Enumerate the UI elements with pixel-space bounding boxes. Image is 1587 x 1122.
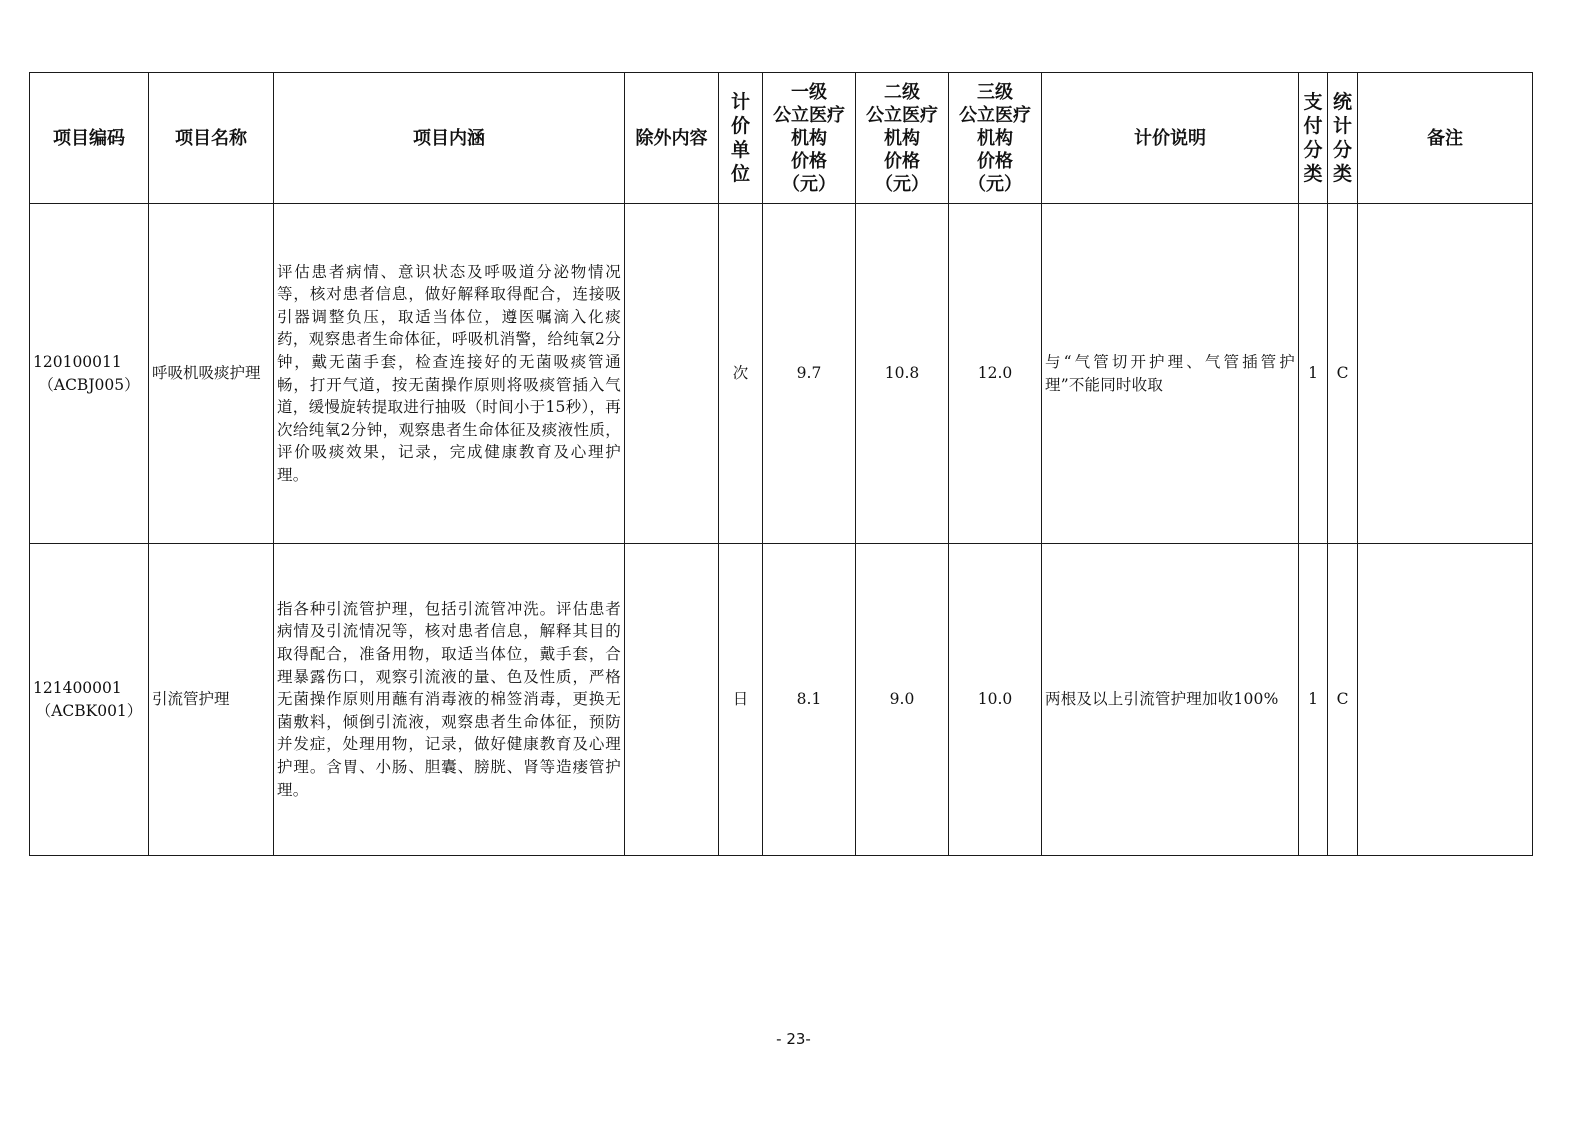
item-name: 引流管护理 [149,544,274,856]
item-code-cell [30,204,149,544]
item-level3-price: 10.0 [949,544,1042,856]
header-line: （元） [875,173,929,195]
header-payment-char: 分 [1303,139,1323,161]
header-payment [1299,73,1328,204]
item-code-cell [30,544,149,856]
header-payment-char: 支 [1303,91,1323,113]
header-level2-price [856,73,949,204]
item-unit: 日 [719,544,763,856]
item-content: 评估患者病情、意识状态及呼吸道分泌物情况等，核对患者信息，做好解释取得配合，连接吸引器调整负压，取适当体位，遵医嘱滴入化痰药，观察患者生命体征，呼吸机消警，给纯氧2分钟，戴无菌手套，检查连接好的无菌吸痰管通畅，打开气道，按无菌操作原则将吸痰管插入气道，缓慢旋转提取进行抽吸（时间小于15秒），再次给纯氧2分钟，观察患者生命体征及痰液性质，评价吸痰效果，记录，完成健康教育及心理护理。 [274,204,625,544]
item-explanation: 两根及以上引流管护理加收100% [1042,544,1299,856]
item-remarks [1358,204,1533,544]
header-stats-char: 计 [1332,115,1352,137]
header-line: 公立医疗 [959,104,1031,126]
header-line: 一级 [791,81,827,103]
item-level1-price: 8.1 [763,544,856,856]
header-line: 机构 [977,127,1013,149]
item-code: 120100011 [33,352,122,371]
item-excluded [625,204,719,544]
item-explanation: 与“气管切开护理、气管插管护理”不能同时收取 [1042,204,1299,544]
item-level1-price: 9.7 [763,204,856,544]
header-stats-char: 统 [1332,91,1352,113]
item-payment: 1 [1299,204,1328,544]
header-level3-price [949,73,1042,204]
header-row [30,73,1533,204]
header-payment-char: 付 [1303,115,1323,137]
header-level1-price [763,73,856,204]
header-unit-char: 价 [730,115,750,137]
header-explanation: 计价说明 [1042,73,1299,204]
item-code-sub: （ACBJ005） [38,375,140,394]
header-line: 公立医疗 [866,104,938,126]
item-stats: C [1328,204,1358,544]
page-number: - 23- [776,1030,811,1048]
item-code-sub: （ACBK001） [35,701,143,720]
header-line: 机构 [884,127,920,149]
price-table [29,72,1533,856]
item-unit: 次 [719,204,763,544]
table-row [30,544,1533,856]
item-stats: C [1328,544,1358,856]
header-payment-char: 类 [1303,163,1323,185]
header-excluded: 除外内容 [625,73,719,204]
header-content: 项目内涵 [274,73,625,204]
item-level2-price: 10.8 [856,204,949,544]
header-line: 公立医疗 [773,104,845,126]
header-line: （元） [968,173,1022,195]
item-name: 呼吸机吸痰护理 [149,204,274,544]
item-excluded [625,544,719,856]
header-unit-char: 单 [730,139,750,161]
header-stats-char: 分 [1332,139,1352,161]
header-stats-char: 类 [1332,163,1352,185]
header-code: 项目编码 [30,73,149,204]
header-line: 机构 [791,127,827,149]
header-line: （元） [782,173,836,195]
header-remarks: 备注 [1358,73,1533,204]
header-unit-char: 位 [730,163,750,185]
item-code: 121400001 [33,678,122,697]
item-level3-price: 12.0 [949,204,1042,544]
item-level2-price: 9.0 [856,544,949,856]
item-remarks [1358,544,1533,856]
header-line: 二级 [884,81,920,103]
header-line: 价格 [884,150,920,172]
header-line: 价格 [791,150,827,172]
header-line: 价格 [977,150,1013,172]
header-stats [1328,73,1358,204]
header-line: 三级 [977,81,1013,103]
header-unit-char: 计 [730,91,750,113]
item-content: 指各种引流管护理，包括引流管冲洗。评估患者病情及引流情况等，核对患者信息，解释其目的取得配合，准备用物，取适当体位，戴手套，合理暴露伤口，观察引流液的量、色及性质，严格无菌操作原则用蘸有消毒液的棉签消毒，更换无菌敷料，倾倒引流液，观察患者生命体征，预防并发症，处理用物，记录，做好健康教育及心理护理。含胃、小肠、胆囊、膀胱、肾等造瘘管护理。 [274,544,625,856]
table-row [30,204,1533,544]
item-payment: 1 [1299,544,1328,856]
header-unit [719,73,763,204]
header-name: 项目名称 [149,73,274,204]
